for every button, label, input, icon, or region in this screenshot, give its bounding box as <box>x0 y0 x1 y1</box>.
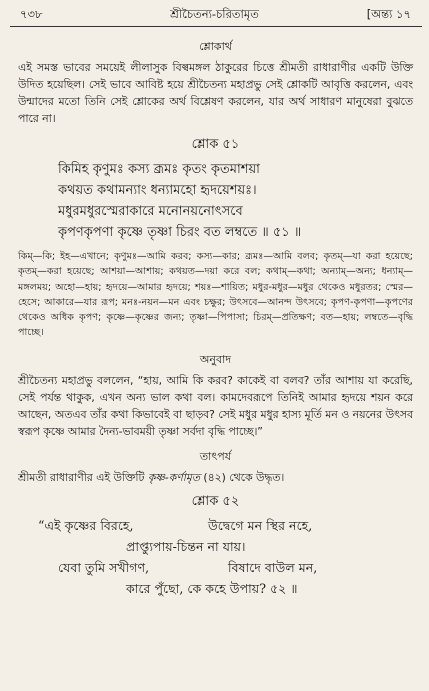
verse-line: বিষাদে বাউল মন, <box>228 559 318 575</box>
translation-paragraph: এই সমস্ত ভাবের সময়েই লীলাসুক বিল্বমঙ্গল ঠাকুরের চিত্তে শ্রীমতী রাধারাণীর একটি উক্তি উদিত হয়েছিল। সেই ভাবে আবিষ্ট হয়ে শ্রীচৈতন্য মহাপ্রভু সেই শ্লোকটি আবৃত্তি করলেন, এবং উন্মাদের মতো তিনি সেই শ্লোকের অর্থ বিশ্লেষণ করলেন, যার অর্থ সাধারণ মানুষেরা বুঝতে পারে না। <box>18 61 413 125</box>
anuvada-paragraph: শ্রীচৈতন্য মহাপ্রভু বললেন, “হায়, আমি কি করব? কাকেই বা বলব? তাঁর আশায় যা করেছি, সেই পর্যন্ত থাকুক, এখন অন্য ভাল কথা বল। কামদেবরূপে তিনিই আমার হৃদয়ে শয়ন করে আছেন, অতএব তাঁর কথা কিভাবেই বা ছাড়ব? সেই মধুর মধুর হাস্য মূর্তি মন ও নয়নের উৎসব স্বরূপ কৃষ্ণে আমার দৈন্য-ভাবময়ী তৃষ্ণা সর্বদা বৃদ্ধি পাচ্ছে।” <box>18 373 413 438</box>
header-rule <box>10 26 422 27</box>
purport-text-end: (৪২) থেকে উদ্ধৃত। <box>199 470 285 484</box>
page-content <box>18 32 413 600</box>
verse-52-text <box>18 516 413 600</box>
anuvada-heading: অনুবাদ <box>199 352 232 366</box>
translation-heading: শ্লোকার্থ <box>199 40 232 53</box>
purport-source-title: কৃষ্ণ-কর্ণামৃত <box>147 470 200 484</box>
verse-line: যেবা তুমি সখীগণ, <box>58 559 150 575</box>
purport-paragraph <box>18 469 413 486</box>
verse-line: মধুরমধুরস্মেরাকারে মনোনয়নোৎসবে <box>58 204 243 219</box>
page-number: ৭৩৮ <box>20 7 43 21</box>
verse-line: “এই কৃষ্ণের বিরহে, <box>38 517 134 533</box>
verse-line: প্রাপ্ত্যুপায়-চিন্তন না যায়। <box>126 538 246 554</box>
verse-51-heading: শ্লোক ৫১ <box>191 137 240 152</box>
book-title: শ্রীচৈতন্য-চরিতামৃত <box>170 7 259 21</box>
purport-heading: তাৎপর্য <box>199 449 232 463</box>
running-header <box>0 6 429 28</box>
verse-51-text <box>18 159 413 243</box>
purport-text-start: শ্রীমতী রাধারাণীর এই উক্তিটি <box>18 470 148 484</box>
verse-line: কারে পুঁছো, কে কহে উপায়? ৫২ ॥ <box>126 580 298 596</box>
verse-line: কিমিহ কৃণুমঃ কস্য ব্রূমঃ কৃতং কৃতমাশয়া <box>58 162 260 177</box>
verse-line: উদ্বেগে মন স্থির নহে, <box>208 517 313 533</box>
verse-line: কৃপণকৃপণা কৃষ্ণে তৃষ্ণা চিরং বত লম্বতে ॥ ৫১ ॥ <box>58 225 302 240</box>
verse-52-heading: শ্লোক ৫২ <box>191 493 240 509</box>
verse-line: কথয়ত কথামন্যাং ধন্যামহো হৃদয়েশয়ঃ। <box>58 183 257 198</box>
word-for-word-meanings: কিম্—কি; ইহ—এখানে; কৃণুমঃ—আমি করব; কস্য—কার; ব্রূমঃ—আমি বলব; কৃতম্—যা করা হয়েছে; কৃতম্—করা হয়েছে; আশয়া—আশায়; কথয়ত—দয়া করে বল; কথাম্—কথা; অন্যাম্—অন্য; ধন্যাম্—মঙ্গলময়; অহো—হায়; হৃদয়ে—আমার হৃদয়ে; শয়ঃ—শায়িত; মধুর-মধুর—মধুর থেকেও মধুরতর; স্মের—হেসে; আকারে—যার রূপ; মনঃ-নয়ন—মন এবং চক্ষুর; উৎসবে—আনন্দ উৎসবে; কৃপণ-কৃপণা—কৃপণের থেকেও অধিক কৃপণ; কৃষ্ণে—কৃষ্ণের জন্য; তৃষ্ণা—পিপাসা; চিরম্—প্রতিক্ষণ; বত—হায়; লম্বতে—বৃদ্ধি পাচ্ছে। <box>18 251 413 339</box>
chapter-label: [অন্ত্য ১৭ <box>366 7 411 21</box>
